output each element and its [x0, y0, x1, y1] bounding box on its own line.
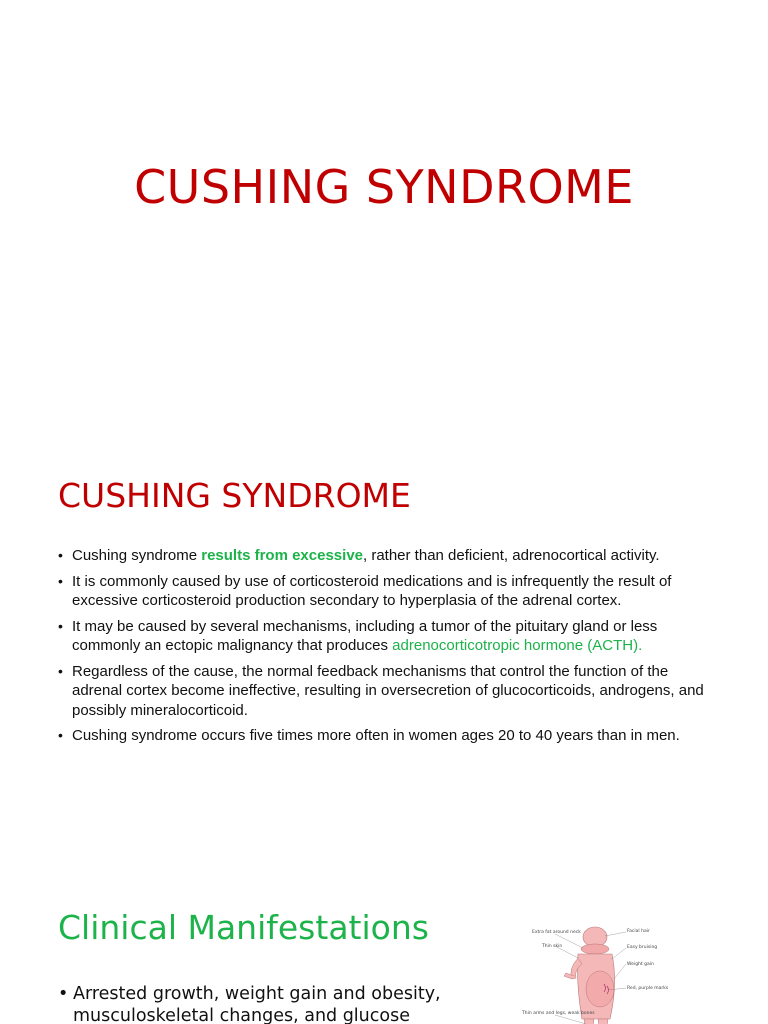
bullet-item — [58, 546, 718, 566]
figure-label: Thin arms and legs, weak bones — [522, 1011, 595, 1016]
bullet-item — [58, 617, 718, 656]
bullet-text: It may be caused by several mechanisms, including a tumor of the pituitary gland or less commonly an ectopic malignancy that produces — [72, 617, 658, 654]
bullet-list — [58, 546, 718, 752]
bullet-item — [58, 983, 478, 1024]
bullet-item — [58, 662, 718, 721]
highlighted-text: results from excessive — [201, 547, 363, 564]
overview-slide — [0, 432, 768, 864]
title-slide — [0, 0, 768, 432]
slide-heading: CUSHING SYNDROME — [58, 476, 411, 515]
bullet-text: , rather than deficient, adrenocortical activity. — [363, 547, 660, 564]
bullet-item — [58, 572, 718, 611]
figure-label: Weight gain — [627, 962, 654, 967]
figure-label: Thin skin — [542, 944, 563, 949]
figure-label: Red, purple marks — [627, 986, 669, 991]
body-figure-icon — [520, 924, 670, 1024]
bullet-text: Cushing syndrome occurs five times more often in women ages 20 to 40 years than in men. — [72, 727, 680, 744]
highlighted-text: adrenocorticotropic hormone (ACTH). — [392, 637, 643, 654]
figure-label: Easy bruising — [627, 945, 658, 950]
figure-label: Facial hair — [627, 929, 650, 934]
bullet-text: Arrested growth, weight gain and obesity, musculoskeletal changes, and glucose — [73, 984, 441, 1024]
figure-label: Extra fat around neck — [532, 930, 581, 935]
bullet-text: Regardless of the cause, the normal feedback mechanisms that control the function of the adrenal cortex become ineffective, resulting in oversecretion of glucocorticoids, androgens, and possibly mineralocorticoid. — [72, 662, 704, 719]
slide-heading: Clinical Manifestations — [58, 908, 429, 947]
manifestations-slide — [0, 864, 768, 1024]
cushing-body-illustration — [520, 924, 670, 1024]
slide-title: CUSHING SYNDROME — [134, 160, 634, 214]
bullet-list — [58, 983, 478, 1024]
bullet-text: It is commonly caused by use of corticosteroid medications and is infrequently the result of excessive corticosteroid production secondary to hyperplasia of the adrenal cortex. — [72, 572, 672, 609]
bullet-text: Cushing syndrome — [72, 547, 202, 564]
bullet-item — [58, 726, 718, 746]
